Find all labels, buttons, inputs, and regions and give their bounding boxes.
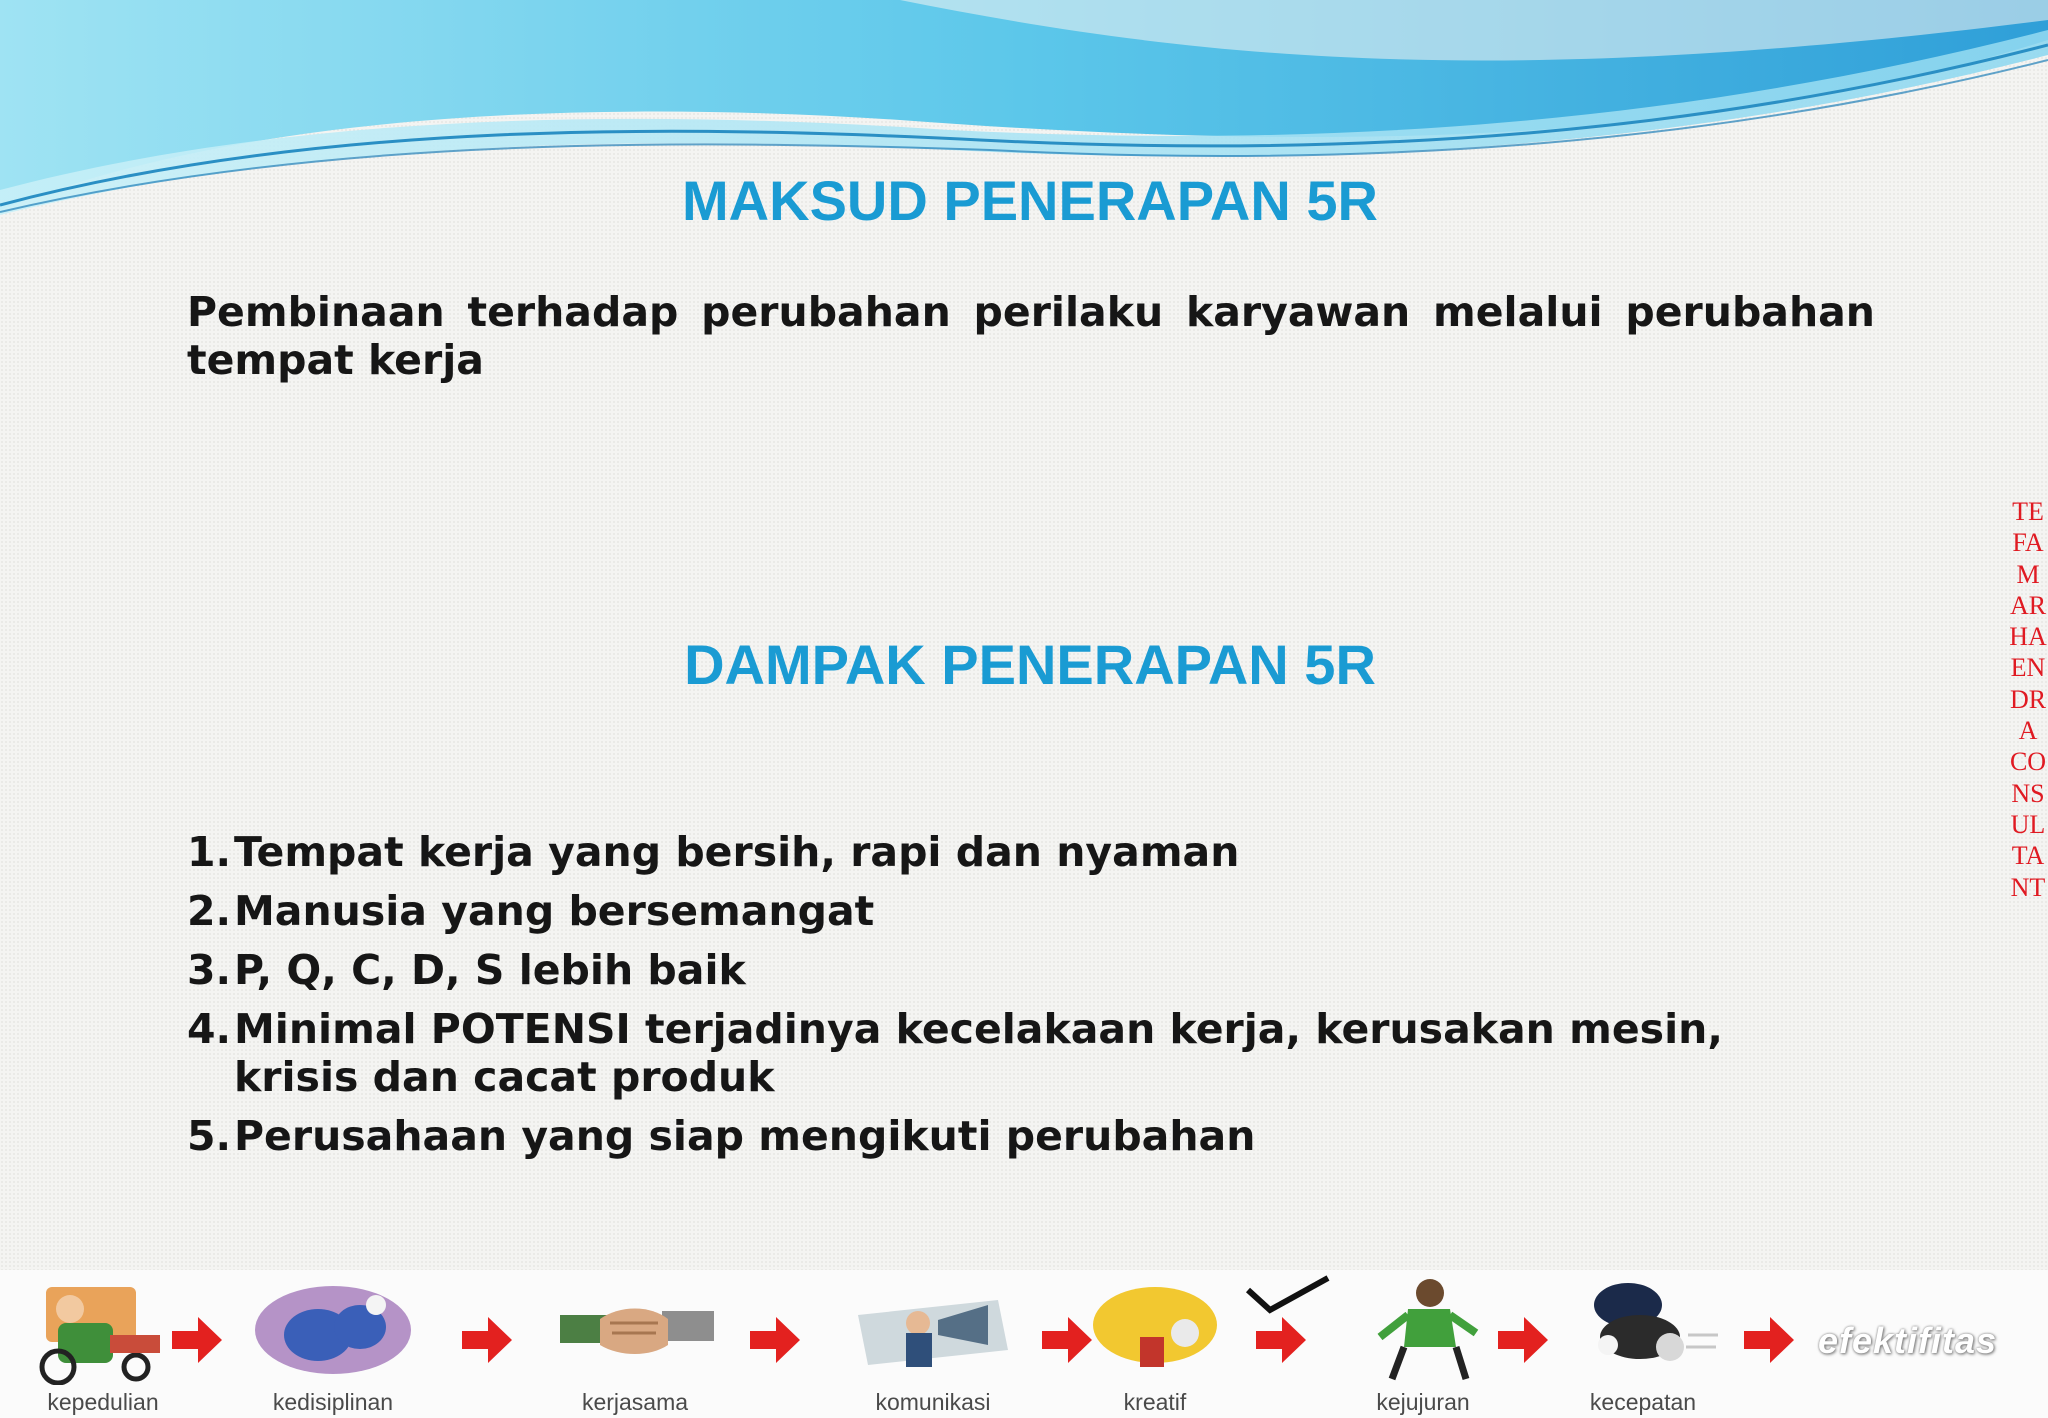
list-item-number: 3. — [187, 946, 232, 994]
flow-arrow-icon — [170, 1315, 224, 1365]
dampak-heading: DAMPAK PENERAPAN 5R — [684, 633, 1376, 696]
flow-step-kecepatan — [1548, 1275, 1738, 1415]
list-item-text: Minimal POTENSI terjadinya kecelakaan kerja, kerusakan mesin, krisis dan cacat produk — [234, 1005, 1723, 1101]
flow-arrow-icon — [460, 1315, 514, 1365]
flow-result-label: efektifitas — [1818, 1320, 1998, 1361]
maksud-paragraph: Pembinaan terhadap perubahan perilaku karyawan melalui perubahan tempat kerja — [187, 288, 1875, 384]
flow-step-label: kedisiplinan — [272, 1389, 394, 1415]
flow-step-kejujuran — [1328, 1275, 1518, 1415]
flow-step-label: kepedulian — [47, 1389, 159, 1415]
flow-step-kerjasama — [540, 1275, 730, 1415]
flow-arrow-icon — [1040, 1315, 1094, 1365]
creative-icon — [1070, 1275, 1240, 1385]
list-item-text: Perusahaan yang siap mengikuti perubahan — [234, 1112, 1256, 1160]
vertical-company-name: TEFA MARHAENDRA CONSULTANT — [2009, 497, 2047, 902]
flow-step-kedisiplinan — [238, 1275, 428, 1415]
caring-person-icon — [18, 1275, 188, 1385]
list-item-text: P, Q, C, D, S lebih baik — [234, 946, 746, 994]
list-item-text: Manusia yang bersemangat — [234, 887, 875, 935]
list-item-number: 4. — [187, 1005, 232, 1053]
honesty-person-icon — [1338, 1275, 1508, 1385]
list-item — [187, 1112, 1787, 1160]
list-item-number: 5. — [187, 1112, 232, 1160]
list-item — [187, 946, 1787, 994]
discipline-icon — [248, 1275, 418, 1385]
dampak-list — [187, 828, 1787, 1171]
communication-icon — [848, 1275, 1018, 1385]
flow-arrow-icon — [1496, 1315, 1550, 1365]
flow-step-label: kreatif — [1123, 1389, 1187, 1415]
flow-arrow-icon — [1742, 1315, 1796, 1365]
flow-step-label: kecepatan — [1589, 1389, 1697, 1415]
list-item-number: 1. — [187, 828, 232, 876]
flow-arrow-icon — [1254, 1315, 1308, 1365]
list-item — [187, 887, 1787, 935]
list-item-text: Tempat kerja yang bersih, rapi dan nyaman — [234, 828, 1240, 876]
flow-step-label: kejujuran — [1376, 1389, 1470, 1415]
flow-step-label: kerjasama — [581, 1389, 689, 1415]
list-item-number: 2. — [187, 887, 232, 935]
maksud-heading: MAKSUD PENERAPAN 5R — [682, 169, 1378, 232]
flow-step-label: komunikasi — [875, 1389, 991, 1415]
list-item — [187, 828, 1787, 876]
speed-runner-icon — [1558, 1275, 1728, 1385]
list-item — [187, 1005, 1787, 1101]
flow-arrow-icon — [748, 1315, 802, 1365]
flow-step-komunikasi — [838, 1275, 1028, 1415]
handshake-icon — [550, 1275, 720, 1385]
